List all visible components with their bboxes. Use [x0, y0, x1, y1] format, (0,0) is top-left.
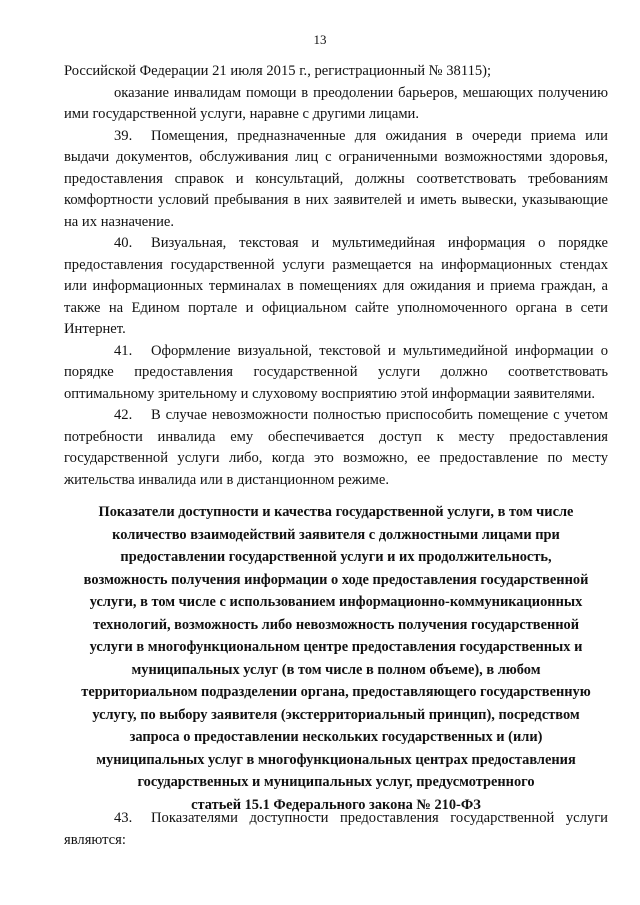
heading-line: муниципальных услуг (в том числе в полном объеме), в любом — [131, 661, 541, 678]
paragraph-number: 39. — [114, 127, 133, 144]
paragraph-number: 42. — [114, 407, 133, 423]
paragraph-text: В случае невозможности полностью приспособить помещение с учетом потребности инвалида ему обеспечивается доступ к месту предоставления государственной услуги либо, когда это возможно, ее предоставление по месту жительства инвалида или в дистанционном режиме. — [64, 407, 608, 488]
paragraph-text: Показателями доступности предоставления государственной услуги являются: — [64, 810, 608, 848]
heading-line: предоставлении государственной услуги и их продолжительность, — [120, 549, 552, 565]
paragraph-text: Визуальная, текстовая и мультимедийная информация о порядке предоставления государственной услуги размещается на информационных стендах или информационных терминалах в помещениях для ожидания и приема граждан, а также на Едином портале и официальном сайте уполномоченного органа в сети Интернет. — [64, 235, 608, 337]
heading-line: Показатели доступности и качества государственной услуги, в том числе — [98, 504, 574, 520]
paragraph-40 — [64, 233, 608, 341]
paragraph-text: Помещения, предназначенные для ожидания в очереди приема или выдачи документов, обслуживания лиц с ограниченными возможностями здоровья, предоставления справок и консультаций, должны соответствовать требованиям комфортности условий пребывания в них заявителей и иметь вывески, указывающие на их назначение. — [64, 127, 608, 230]
heading-line: технологий, возможность либо невозможность получения государственной — [92, 616, 580, 633]
body-text — [64, 61, 608, 491]
page-number: 13 — [313, 32, 327, 47]
paragraph-42 — [64, 405, 608, 491]
paragraph-39 — [64, 126, 608, 234]
paragraph-43-block — [64, 808, 608, 851]
heading-line: статьей 15.1 Федерального закона № 210-ФЗ — [191, 796, 481, 813]
heading-line: территориальном подразделении органа, предоставляющего государственную — [81, 684, 591, 700]
paragraph-43 — [64, 808, 608, 851]
paragraph-41 — [64, 341, 608, 406]
paragraph-number: 41. — [114, 342, 133, 359]
paragraph-continuation: Российской Федерации 21 июля 2015 г., регистрационный № 38115); — [64, 63, 492, 79]
section-heading — [66, 501, 606, 816]
heading-line: услугу, по выбору заявителя (экстерриториальный принцип), посредством — [92, 706, 580, 723]
heading-line: муниципальных услуг в многофункциональных центрах предоставления — [96, 751, 576, 768]
heading-line: запроса о предоставлении нескольких государственных и (или) — [129, 729, 543, 745]
paragraph-text: Оформление визуальной, текстовой и мультимедийной информации о порядке предоставления государственной услуги должно соответствовать оптимальному зрительному и слуховому восприятию этой информации заявителями. — [64, 342, 608, 402]
heading-line: количество взаимодействий заявителя с должностными лицами при — [112, 526, 560, 543]
heading-line: услуги в многофункциональном центре предоставления государственных и — [89, 639, 583, 655]
paragraph-number: 40. — [114, 235, 133, 251]
paragraph-bullet: оказание инвалидам помощи в преодолении барьеров, мешающих получению ими государственной услуги, наравне с другими лицами. — [64, 84, 608, 122]
heading-line: государственных и муниципальных услуг, предусмотренного — [137, 774, 535, 790]
heading-line: услуги, в том числе с использованием информационно-коммуникационных — [89, 594, 583, 610]
heading-line: возможность получения информации о ходе предоставления государственной — [83, 571, 589, 588]
paragraph-number: 43. — [114, 810, 133, 826]
